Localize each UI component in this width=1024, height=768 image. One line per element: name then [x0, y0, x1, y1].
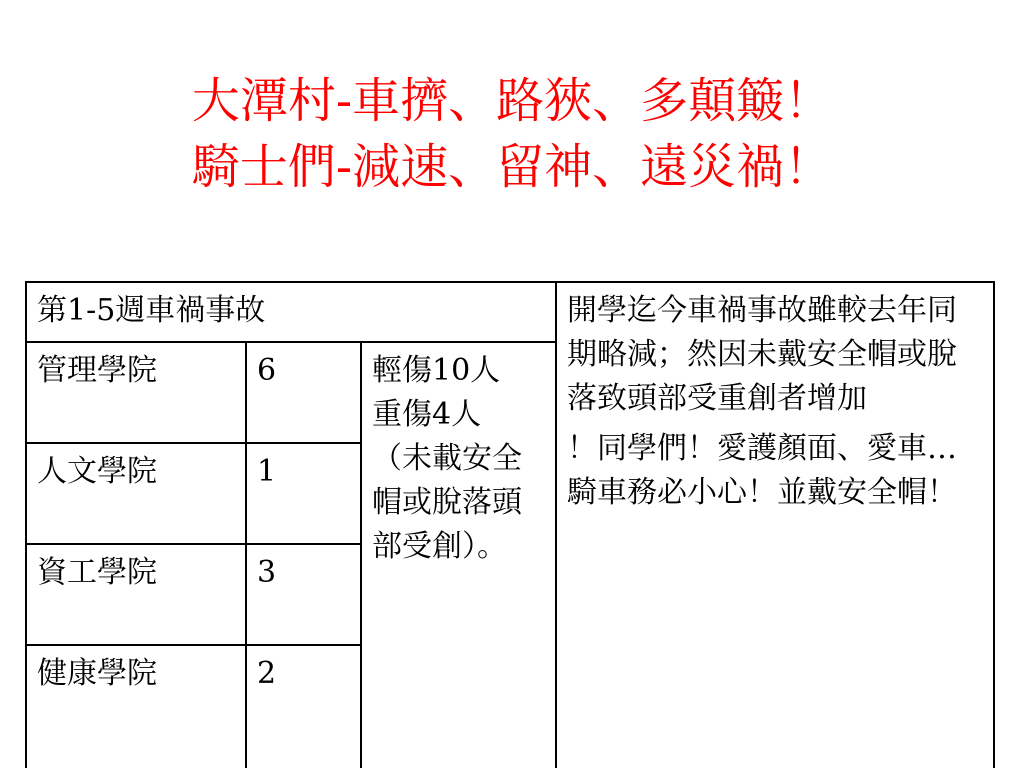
notice-paragraph-1: 開學迄今車禍事故雖較去年同期略減；然因未戴安全帽或脫落致頭部受重創者增加 [567, 293, 958, 416]
count-cell: 6 [246, 342, 361, 443]
injury-note-text: （未載安全帽或脫落頭部受創）。 [372, 441, 522, 564]
college-cell: 管理學院 [26, 342, 246, 443]
count-cell: 2 [246, 645, 361, 768]
college-cell: 健康學院 [26, 645, 246, 768]
accident-table [25, 281, 995, 768]
serious-injury-text: 重傷4人 [372, 397, 482, 432]
notice-paragraph-2: ！同學們！愛護顏面、愛車…騎車務必小心！並戴安全帽！ [567, 431, 958, 510]
college-cell: 人文學院 [26, 443, 246, 544]
table-header-row [26, 282, 994, 342]
title-line-2: 騎士們-減速、留神、遠災禍！ [191, 139, 833, 195]
count-cell: 3 [246, 544, 361, 645]
count-cell: 1 [246, 443, 361, 544]
slide-title [0, 68, 1024, 200]
college-cell: 資工學院 [26, 544, 246, 645]
injury-cell [361, 342, 556, 768]
notice-cell [556, 282, 994, 768]
table-header-cell: 第1-5週車禍事故 [26, 282, 556, 342]
title-line-1: 大潭村-車擠、路狹、多顛簸！ [191, 73, 833, 129]
minor-injury-text: 輕傷10人 [372, 353, 501, 388]
